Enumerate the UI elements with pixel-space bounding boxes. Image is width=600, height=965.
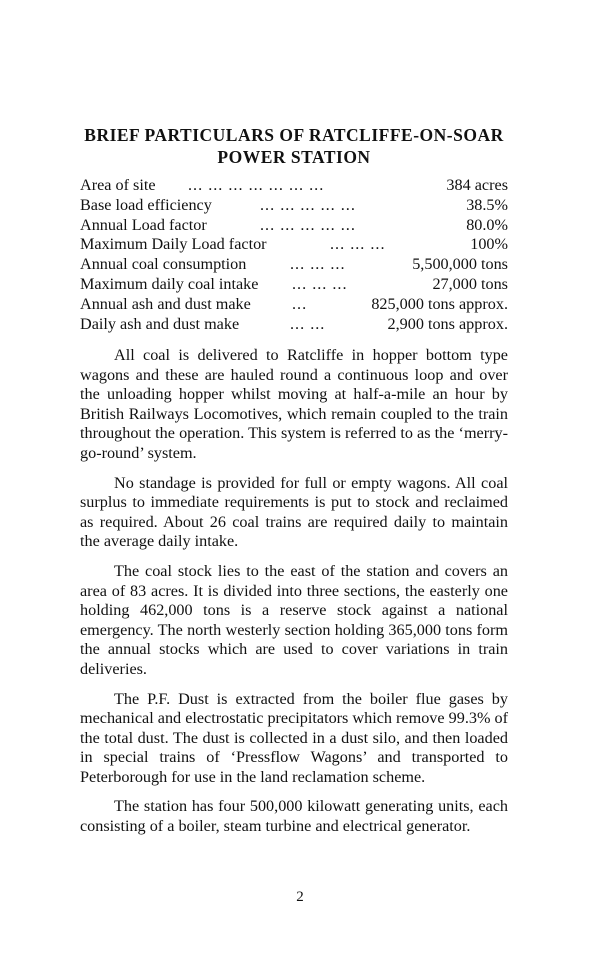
particulars-row — [80, 315, 508, 335]
particular-value: 38.5% — [466, 195, 508, 214]
page-title — [60, 124, 528, 168]
particular-label: Annual coal consumption — [80, 255, 247, 274]
dot-leader: ... ... — [290, 314, 326, 333]
dot-leader: ... ... ... ... ... — [260, 215, 356, 234]
particulars-row — [80, 275, 508, 295]
particular-value: 384 acres — [446, 176, 508, 194]
particulars-row — [80, 176, 508, 196]
particulars-row — [80, 196, 508, 216]
dot-leader: ... ... ... — [330, 235, 386, 254]
paragraph: No standage is provided for full or empty wagons. All coal surplus to immediate requirements is put to stock and reclaimed as required. About 26 coal trains are required daily to maintain the average daily intake. — [80, 473, 508, 551]
particular-label: Annual Load factor — [80, 215, 207, 234]
paragraph: All coal is delivered to Ratcliffe in hopper bottom type wagons and these are hauled round a continuous loop and over the unloading hopper whilst moving at half-a-mile an hour by British Railways Locomotives, which remain coupled to the train throughout the operation. This system is referred to as the ‘merry-go-round’ system. — [80, 346, 508, 462]
title-line-1: BRIEF PARTICULARS OF RATCLIFFE-ON-SOAR — [84, 125, 504, 145]
particulars-row — [80, 216, 508, 236]
particular-value: 100% — [470, 235, 508, 254]
particular-label: Base load efficiency — [80, 195, 212, 214]
particular-value: 80.0% — [466, 215, 508, 234]
particular-label: Daily ash and dust make — [80, 314, 240, 333]
particular-label: Maximum Daily Load factor — [80, 235, 267, 254]
page-number: 2 — [296, 889, 304, 905]
particulars-row — [80, 255, 508, 275]
particular-value: 27,000 tons — [432, 274, 508, 293]
particular-value: 825,000 tons approx. — [371, 294, 508, 313]
title-line-2: POWER STATION — [217, 147, 371, 167]
dot-leader: ... — [292, 294, 308, 313]
particulars-row — [80, 235, 508, 255]
dot-leader: ... ... ... ... ... ... ... — [188, 176, 325, 194]
particular-value: 2,900 tons approx. — [387, 314, 508, 333]
particular-label: Maximum daily coal intake — [80, 274, 259, 293]
body-text — [80, 346, 508, 847]
paragraph: The P.F. Dust is extracted from the boiler flue gases by mechanical and electrostatic precipitators which remove 99.3% of the total dust. The dust is collected in a dust silo, and then loaded in special trains of ‘Pressflow Wagons’ and transported to Peterborough for use in the land reclamation scheme. — [80, 689, 508, 786]
particular-value: 5,500,000 tons — [412, 255, 508, 274]
particular-label: Annual ash and dust make — [80, 294, 251, 313]
particulars-table — [80, 176, 508, 334]
paragraph: The station has four 500,000 kilowatt generating units, each consisting of a boiler, steam turbine and electrical generator. — [80, 797, 508, 836]
dot-leader: ... ... ... — [292, 274, 348, 293]
particulars-row — [80, 295, 508, 315]
dot-leader: ... ... ... — [290, 255, 346, 274]
particular-label: Area of site — [80, 176, 156, 194]
paragraph: The coal stock lies to the east of the station and covers an area of 83 acres. It is divided into three sections, the easterly one holding 462,000 tons is a reserve stock against a national emergency. The north westerly section holding 365,000 tons form the annual stocks which are used to cover variations in train deliveries. — [80, 561, 508, 678]
dot-leader: ... ... ... ... ... — [260, 195, 356, 214]
